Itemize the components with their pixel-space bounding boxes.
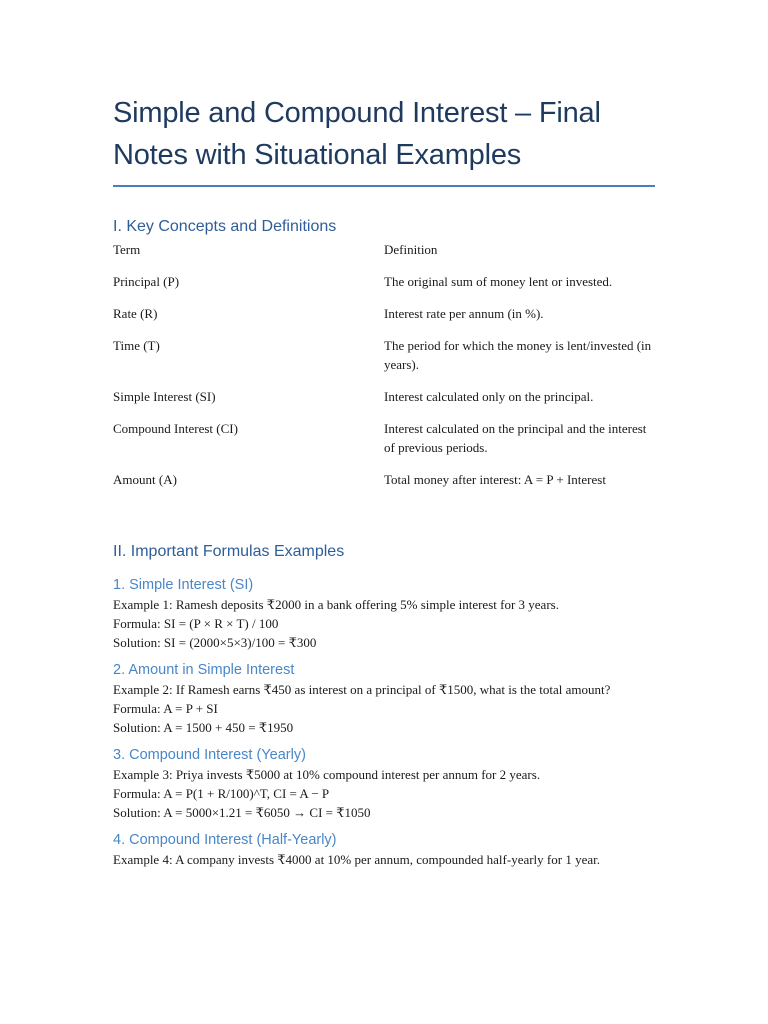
table-row [113, 336, 655, 387]
example-heading: 4. Compound Interest (Half-Yearly) [113, 832, 337, 848]
term-cell: Compound Interest (CI) [113, 421, 238, 436]
example-solution: Solution: SI = (2000×5×3)/100 = ₹300 [113, 635, 317, 650]
term-cell: Amount (A) [113, 472, 177, 487]
example-heading: 1. Simple Interest (SI) [113, 577, 254, 593]
example-compound-yearly [113, 747, 655, 822]
section-heading-key-concepts: I. Key Concepts and Definitions [113, 218, 337, 235]
example-heading: 3. Compound Interest (Yearly) [113, 747, 306, 763]
definition-cell: Interest calculated only on the principal. [384, 389, 594, 404]
title-underline [113, 185, 655, 187]
table-row [113, 387, 655, 419]
example-statement: Example 4: A company invests ₹4000 at 10% per annum, compounded half-yearly for 1 year. [113, 852, 600, 867]
example-simple-interest [113, 577, 655, 652]
example-formula: Formula: SI = (P × R × T) / 100 [113, 616, 279, 631]
example-statement: Example 2: If Ramesh earns ₹450 as interest on a principal of ₹1500, what is the total amount? [113, 682, 611, 697]
definition-cell: Total money after interest: A = P + Interest [384, 472, 606, 487]
example-heading: 2. Amount in Simple Interest [113, 662, 295, 678]
column-header-definition: Definition [384, 242, 438, 257]
definitions-table [113, 240, 655, 502]
example-solution: Solution: A = 1500 + 450 = ₹1950 [113, 720, 294, 735]
term-cell: Simple Interest (SI) [113, 389, 216, 404]
term-cell: Principal (P) [113, 274, 180, 289]
example-statement: Example 1: Ramesh deposits ₹2000 in a bank offering 5% simple interest for 3 years. [113, 597, 559, 612]
example-solution: Solution: A = 5000×1.21 = ₹6050 → CI = ₹1050 [113, 805, 371, 820]
table-row [113, 470, 655, 502]
term-cell: Time (T) [113, 338, 160, 353]
example-formula: Formula: A = P + SI [113, 701, 218, 716]
table-row [113, 419, 655, 470]
example-compound-half-yearly [113, 832, 655, 869]
example-statement: Example 3: Priya invests ₹5000 at 10% compound interest per annum for 2 years. [113, 767, 541, 782]
definition-cell: The original sum of money lent or invested. [384, 274, 613, 289]
table-row [113, 272, 655, 304]
definition-cell: The period for which the money is lent/invested (in years). [384, 338, 652, 372]
table-header-row [113, 240, 655, 272]
section-heading-formulas: II. Important Formulas Examples [113, 543, 345, 560]
document-page [113, 92, 655, 869]
definition-cell: Interest calculated on the principal and the interest of previous periods. [384, 421, 647, 455]
example-formula: Formula: A = P(1 + R/100)^T, CI = A − P [113, 786, 330, 801]
definition-cell: Interest rate per annum (in %). [384, 306, 544, 321]
term-cell: Rate (R) [113, 306, 158, 321]
column-header-term: Term [113, 242, 141, 257]
page-title: Simple and Compound Interest – Final Notes with Situational Examples [113, 97, 601, 171]
example-amount-simple-interest [113, 662, 655, 737]
table-row [113, 304, 655, 336]
